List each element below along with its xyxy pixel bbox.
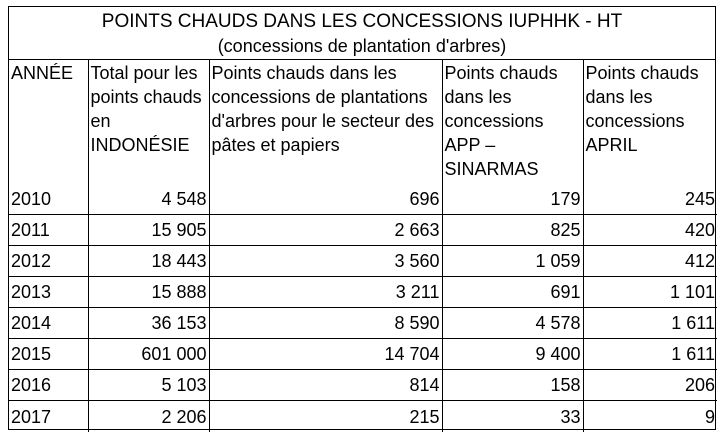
pulp-paper-cell: 8 590 — [209, 308, 442, 339]
header-pulp-paper-concessions: Points chauds dans les concessions de plantations d'arbres pour le secteur des pâtes et papiers — [209, 60, 442, 184]
pulp-paper-cell: 696 — [209, 184, 442, 215]
header-row — [9, 60, 717, 184]
total-cell: 4 548 — [88, 184, 209, 215]
table-title: POINTS CHAUDS DANS LES CONCESSIONS IUPHHK - HT — [101, 11, 623, 32]
april-cell: 9 — [583, 401, 717, 432]
table-title-block — [9, 7, 715, 60]
app-sinarmas-cell: 4 578 — [442, 308, 583, 339]
app-sinarmas-cell: 825 — [442, 215, 583, 246]
total-cell: 15 888 — [88, 277, 209, 308]
pulp-paper-cell: 14 704 — [209, 339, 442, 370]
year-cell: 2014 — [9, 308, 88, 339]
app-sinarmas-cell: 33 — [442, 401, 583, 432]
april-cell: 420 — [583, 215, 717, 246]
year-cell: 2016 — [9, 370, 88, 401]
table-row — [9, 277, 717, 308]
header-total-indonesia: Total pour les points chauds en INDONÉSIE — [88, 60, 209, 184]
year-cell: 2012 — [9, 246, 88, 277]
april-cell: 206 — [583, 370, 717, 401]
hotspots-table-document — [8, 6, 716, 430]
april-cell: 245 — [583, 184, 717, 215]
april-cell: 1 101 — [583, 277, 717, 308]
april-cell: 412 — [583, 246, 717, 277]
year-cell: 2010 — [9, 184, 88, 215]
year-cell: 2017 — [9, 401, 88, 432]
year-cell: 2015 — [9, 339, 88, 370]
table-row — [9, 184, 717, 215]
app-sinarmas-cell: 158 — [442, 370, 583, 401]
pulp-paper-cell: 3 211 — [209, 277, 442, 308]
app-sinarmas-cell: 1 059 — [442, 246, 583, 277]
app-sinarmas-cell: 691 — [442, 277, 583, 308]
pulp-paper-cell: 2 663 — [209, 215, 442, 246]
april-cell: 1 611 — [583, 308, 717, 339]
total-cell: 5 103 — [88, 370, 209, 401]
app-sinarmas-cell: 9 400 — [442, 339, 583, 370]
april-cell: 1 611 — [583, 339, 717, 370]
table-row — [9, 370, 717, 401]
table-subtitle: (concessions de plantation d'arbres) — [217, 36, 507, 56]
total-cell: 2 206 — [88, 401, 209, 432]
hotspots-table — [9, 60, 717, 432]
table-row — [9, 246, 717, 277]
table-row — [9, 215, 717, 246]
header-april: Points chauds dans les concessions APRIL — [583, 60, 717, 184]
pulp-paper-cell: 215 — [209, 401, 442, 432]
total-cell: 36 153 — [88, 308, 209, 339]
header-year: ANNÉE — [9, 60, 88, 184]
year-cell: 2011 — [9, 215, 88, 246]
table-row — [9, 308, 717, 339]
table-row — [9, 401, 717, 432]
table-row — [9, 339, 717, 370]
pulp-paper-cell: 814 — [209, 370, 442, 401]
pulp-paper-cell: 3 560 — [209, 246, 442, 277]
app-sinarmas-cell: 179 — [442, 184, 583, 215]
year-cell: 2013 — [9, 277, 88, 308]
total-cell: 601 000 — [88, 339, 209, 370]
total-cell: 15 905 — [88, 215, 209, 246]
header-app-sinarmas: Points chauds dans les concessions APP – SINARMAS — [442, 60, 583, 184]
total-cell: 18 443 — [88, 246, 209, 277]
